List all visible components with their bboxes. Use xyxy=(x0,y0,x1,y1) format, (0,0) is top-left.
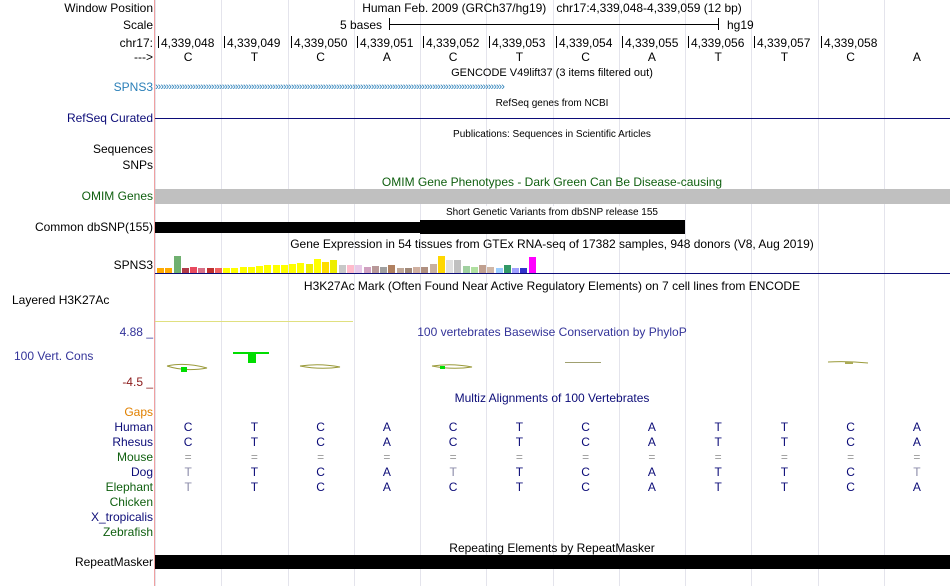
dbsnp-variant-left[interactable] xyxy=(155,222,420,233)
position-tick xyxy=(556,36,557,48)
position-label: 4,339,053 xyxy=(492,36,546,50)
alignment-base: T xyxy=(515,465,524,479)
phylop-mark-2-bar xyxy=(248,353,256,363)
alignment-base: T xyxy=(780,435,789,449)
alignment-base: A xyxy=(382,435,391,449)
dbsnp-label[interactable]: Common dbSNP(155) xyxy=(34,220,153,234)
alignment-base: = xyxy=(648,450,656,464)
phylop-min-label: -4.5 _ xyxy=(122,375,153,389)
alignment-base: C xyxy=(846,420,855,434)
alignment-base: A xyxy=(647,465,656,479)
position-tick xyxy=(423,36,424,48)
position-label: 4,339,057 xyxy=(757,36,811,50)
alignment-base: C xyxy=(846,465,855,479)
gtex-bar[interactable] xyxy=(174,256,181,273)
alignment-base: T xyxy=(714,480,722,494)
reference-base: A xyxy=(382,50,391,64)
reference-base: T xyxy=(515,50,524,64)
gtex-bar[interactable] xyxy=(273,265,280,273)
gtex-bar[interactable] xyxy=(430,264,437,273)
phylop-track-title: 100 vertebrates Basewise Conservation by PhyloP xyxy=(417,325,687,339)
gtex-bar[interactable] xyxy=(446,260,453,273)
reference-base: A xyxy=(647,50,656,64)
gtex-bar[interactable] xyxy=(529,257,536,273)
db-label: hg19 xyxy=(727,18,754,32)
alignment-base: = xyxy=(515,450,523,464)
species-label-rhesus[interactable]: Rhesus xyxy=(112,435,153,449)
gtex-bar[interactable] xyxy=(454,260,461,273)
position-tick xyxy=(688,36,689,48)
alignment-base: A xyxy=(382,420,391,434)
publications-track-title: Publications: Sequences in Scientific Articles xyxy=(453,129,651,140)
alignment-base: T xyxy=(913,465,921,479)
scale-tick-left xyxy=(389,18,390,30)
assembly-range-title xyxy=(362,1,742,15)
gtex-bar[interactable] xyxy=(347,265,354,273)
position-tick xyxy=(291,36,292,48)
gtex-bar[interactable] xyxy=(355,265,362,273)
alignment-base: = xyxy=(250,450,258,464)
reference-base: C xyxy=(316,50,325,64)
pub-sequences-label[interactable]: Sequences xyxy=(92,142,153,156)
alignment-base: T xyxy=(250,465,259,479)
alignment-base: C xyxy=(581,480,590,494)
phylop-mark-4 xyxy=(432,365,472,369)
alignment-base: T xyxy=(515,435,524,449)
alignment-base: = xyxy=(184,450,192,464)
phylop-label[interactable]: 100 Vert. Cons xyxy=(14,349,94,363)
alignment-base: T xyxy=(714,435,722,449)
reference-base: C xyxy=(448,50,458,64)
scale-tick-right xyxy=(718,18,719,30)
gtex-bar[interactable] xyxy=(322,262,329,273)
reference-base: A xyxy=(912,50,921,64)
alignment-base: = xyxy=(714,450,722,464)
alignment-base: C xyxy=(581,420,590,434)
alignment-base: A xyxy=(647,480,656,494)
gtex-baseline xyxy=(155,273,950,274)
gtex-bar-graph[interactable] xyxy=(157,255,537,273)
gtex-bar[interactable] xyxy=(314,259,321,273)
scale-text: 5 bases xyxy=(339,18,383,32)
position-label: 4,339,049 xyxy=(227,36,281,50)
gtex-bar[interactable] xyxy=(388,265,395,273)
gtex-bar[interactable] xyxy=(463,266,470,273)
alignment-base: A xyxy=(382,480,391,494)
position-label: 4,339,056 xyxy=(691,36,745,50)
phylop-mark-6-bar xyxy=(845,362,853,364)
gtex-bar[interactable] xyxy=(281,265,288,273)
multiz-track-title: Multiz Alignments of 100 Vertebrates xyxy=(454,391,650,405)
alignment-base: T xyxy=(714,465,722,479)
gtex-label[interactable]: SPNS3 xyxy=(113,258,153,272)
alignment-base: C xyxy=(316,480,325,494)
alignment-base: A xyxy=(912,420,921,434)
position-label: 4,339,048 xyxy=(161,36,215,50)
alignment-base: T xyxy=(449,465,457,479)
alignment-base: A xyxy=(647,435,656,449)
refseq-track-title: RefSeq genes from NCBI xyxy=(495,98,609,109)
chrom-label: chr17: xyxy=(119,36,153,50)
alignment-base: T xyxy=(250,435,259,449)
alignment-base: = xyxy=(449,450,457,464)
alignment-base: T xyxy=(780,420,789,434)
alignment-base: C xyxy=(846,480,855,494)
gtex-bar[interactable] xyxy=(372,266,379,273)
refseq-gene-line[interactable] xyxy=(155,118,950,119)
species-label-elephant[interactable]: Elephant xyxy=(105,480,153,494)
position-tick xyxy=(622,36,623,48)
alignment-base: = xyxy=(847,450,855,464)
reference-base: C xyxy=(846,50,855,64)
position-tick xyxy=(224,36,225,48)
gaps-label[interactable]: Gaps xyxy=(124,405,153,419)
gtex-bar[interactable] xyxy=(330,260,337,273)
alignment-base: C xyxy=(581,435,590,449)
alignment-base: C xyxy=(316,420,325,434)
alignment-base: T xyxy=(250,420,259,434)
refseq-label[interactable]: RefSeq Curated xyxy=(66,111,153,125)
h3k27ac-track-title: H3K27Ac Mark (Often Found Near Active Regulatory Elements) on 7 cell lines from ENCODE xyxy=(303,279,801,293)
phylop-mark-1-bar xyxy=(181,367,187,372)
gencode-gene-line[interactable]: ››››››››››››››››››››››››››››››››››››››››››››››››››››››››››››››››››››››››››››››››››››››››››››››››››››››››››››››››››››››››››››››››››› xyxy=(155,81,504,93)
dbsnp-track-title: Short Genetic Variants from dbSNP release 155 xyxy=(446,207,658,218)
h3k27ac-signal[interactable] xyxy=(155,321,353,322)
alignment-base: = xyxy=(582,450,590,464)
gtex-bar[interactable] xyxy=(264,265,271,273)
alignment-base: C xyxy=(448,420,458,434)
position-tick xyxy=(821,36,822,48)
dbsnp-variant-right[interactable] xyxy=(420,220,685,234)
pub-snps-label[interactable]: SNPs xyxy=(122,158,153,172)
position-tick xyxy=(158,36,159,48)
alignment-base: T xyxy=(780,465,789,479)
gtex-bar[interactable] xyxy=(504,265,511,273)
repeatmasker-label[interactable]: RepeatMasker xyxy=(74,555,153,569)
strand-label: ---> xyxy=(134,50,153,64)
position-label: 4,339,055 xyxy=(625,36,679,50)
alignment-base: C xyxy=(316,465,325,479)
gtex-bar[interactable] xyxy=(256,266,263,273)
species-label-x_tropicalis[interactable]: X_tropicalis xyxy=(90,510,153,524)
alignment-base: T xyxy=(714,420,722,434)
gencode-track-title: GENCODE V49lift37 (3 items filtered out) xyxy=(451,67,653,79)
species-label-mouse[interactable]: Mouse xyxy=(116,450,153,464)
alignment-base: C xyxy=(448,435,458,449)
gtex-bar[interactable] xyxy=(289,264,296,273)
range-text: chr17:4,339,048-4,339,059 (12 bp) xyxy=(556,1,742,15)
phylop-max-label: 4.88 _ xyxy=(119,325,153,339)
alignment-base: C xyxy=(316,435,325,449)
window-position-label: Window Position xyxy=(64,1,153,15)
reference-base: C xyxy=(581,50,590,64)
alignment-base: A xyxy=(382,465,391,479)
alignment-base: A xyxy=(912,435,921,449)
alignment-base: = xyxy=(317,450,325,464)
gtex-bar[interactable] xyxy=(306,264,313,273)
alignment-base: A xyxy=(912,480,921,494)
phylop-mark-4-bar xyxy=(440,366,445,369)
reference-base: T xyxy=(780,50,789,64)
gencode-item-label[interactable]: SPNS3 xyxy=(113,80,153,94)
alignment-base: T xyxy=(780,480,789,494)
alignment-base: A xyxy=(647,420,656,434)
alignment-base: C xyxy=(183,435,193,449)
gtex-bar[interactable] xyxy=(339,265,346,273)
alignment-base: C xyxy=(448,480,458,494)
alignment-base: = xyxy=(383,450,391,464)
scale-label: Scale xyxy=(122,18,153,32)
omim-track-title: OMIM Gene Phenotypes - Dark Green Can Be Disease-causing xyxy=(381,175,723,189)
alignment-base: T xyxy=(250,480,259,494)
alignment-base: = xyxy=(913,450,921,464)
reference-base: C xyxy=(183,50,193,64)
gtex-bar[interactable] xyxy=(297,263,304,273)
alignment-base: T xyxy=(184,480,192,494)
position-tick xyxy=(489,36,490,48)
phylop-mark-5 xyxy=(565,362,601,363)
position-label: 4,339,051 xyxy=(360,36,414,50)
phylop-graph[interactable] xyxy=(155,340,950,380)
alignment-base: C xyxy=(846,435,855,449)
gtex-bar[interactable] xyxy=(438,256,445,273)
alignment-base: T xyxy=(515,420,524,434)
phylop-marks xyxy=(167,352,868,372)
alignment-base: = xyxy=(780,450,788,464)
species-label-dog[interactable]: Dog xyxy=(130,465,153,479)
position-tick xyxy=(754,36,755,48)
reference-base: T xyxy=(250,50,259,64)
alignment-base: T xyxy=(184,465,192,479)
alignment-base: T xyxy=(515,480,524,494)
position-label: 4,339,058 xyxy=(824,36,878,50)
position-tick xyxy=(357,36,358,48)
species-label-chicken[interactable]: Chicken xyxy=(109,495,153,509)
repeatmasker-feature[interactable] xyxy=(155,555,950,569)
alignment-base: C xyxy=(183,420,193,434)
phylop-mark-3 xyxy=(300,365,340,369)
position-label: 4,339,050 xyxy=(294,36,348,50)
species-label-human[interactable]: Human xyxy=(114,420,153,434)
omim-label[interactable]: OMIM Genes xyxy=(81,189,153,203)
gtex-bar[interactable] xyxy=(479,265,486,273)
gtex-track-title: Gene Expression in 54 tissues from GTEx RNA-seq of 17382 samples, 948 donors (V8, Aug 2019) xyxy=(290,237,814,251)
species-label-zebrafish[interactable]: Zebrafish xyxy=(102,525,153,539)
repeatmasker-track-title: Repeating Elements by RepeatMasker xyxy=(449,541,655,555)
position-label: 4,339,052 xyxy=(426,36,480,50)
reference-base: T xyxy=(714,50,722,64)
scale-bar xyxy=(389,24,718,25)
position-label: 4,339,054 xyxy=(559,36,613,50)
assembly-title: Human Feb. 2009 (GRCh37/hg19) xyxy=(362,1,547,15)
alignment-base: C xyxy=(581,465,590,479)
h3k27ac-label[interactable]: Layered H3K27Ac xyxy=(12,293,110,307)
omim-feature[interactable] xyxy=(155,189,950,204)
